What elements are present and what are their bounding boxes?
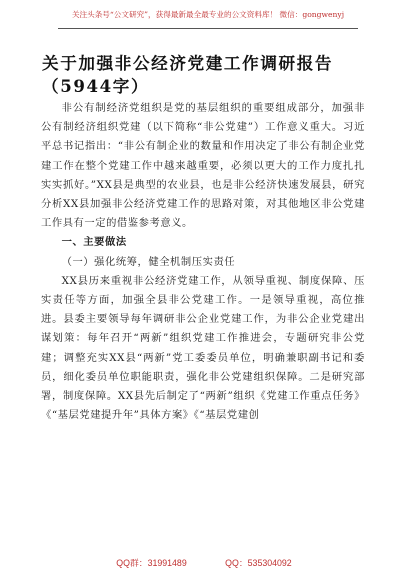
title-line-1: 关于加强非公经济党建工作调研报告 [42, 53, 334, 73]
document-title [42, 52, 372, 98]
document-body [41, 99, 365, 425]
footer-contacts [0, 556, 408, 569]
subsection-heading: （一）强化统筹，健全机制压实责任 [61, 255, 236, 268]
body-paragraph: XX县历来重视非公经济党建工作，从领导重视、制度保障、压实责任等方面，加强全县非公党建工作。一是领导重视，高位推进。县委主要领导每年调研非公企业党建工作，为非公企业党建出谋划策：每年召开“两新”组织党建工作推进会，专题研究非公党建；调整充实XX县“两新”党工委委员单位，明确兼职副书记和委员，细化委员单位职能职责，强化非公党建组织保障。二是研究部署，制度保障。XX县先后制定了“两新”组织《党建工作重点任务》《“基层党建提升年”具体方案》《“基层党建创 [41, 274, 365, 422]
section-heading: 一、主要做法 [61, 236, 127, 249]
intro-paragraph: 非公有制经济党组织是党的基层组织的重要组成部分，加强非公有制经济组织党建（以下简称“非公党建”）工作意义重大。习近平总书记指出：“非公有制企业的数量和作用决定了非公有制企业党建工作在整个党建工作中越来越重要，必须以更大的工作力度扎扎实实抓好。”XX县是典型的农业县，也是非公经济快速发展县，研究分析XX县加强非公经济党建工作的思路对策，对其他地区非公党建工作具有一定的借鉴参考意义。 [41, 102, 365, 230]
title-word-count: （5944字） [42, 76, 150, 96]
header-banner: 关注头条号“公文研究”，获得最新最全最专业的公文资料库！ 微信：gongwenyj [58, 8, 358, 29]
footer-qq-group: QQ群：31991489 [116, 558, 187, 568]
footer-qq: QQ：535304092 [225, 558, 292, 568]
